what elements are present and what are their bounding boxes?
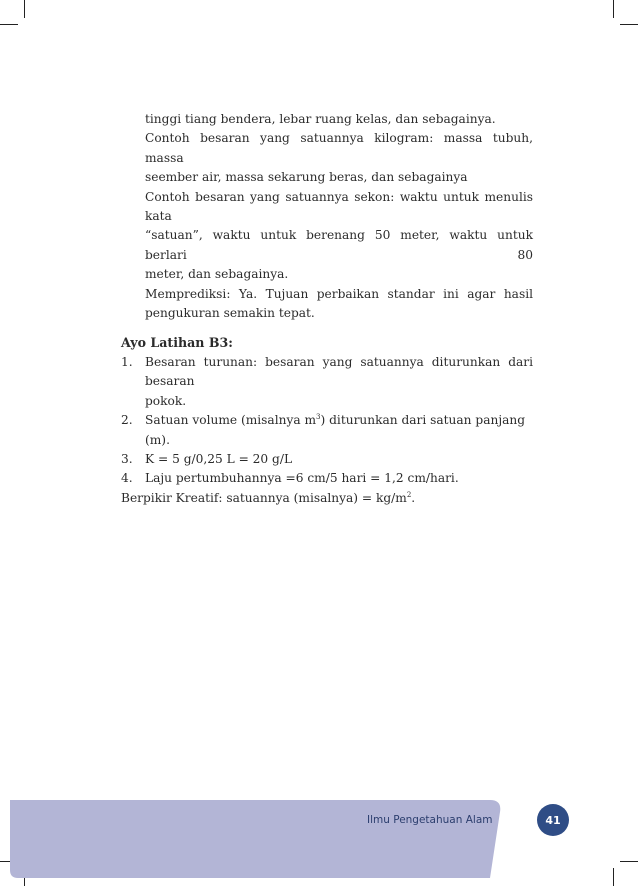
item-number: 3. — [121, 451, 133, 466]
text-line: pengukuran semakin tepat. — [145, 306, 315, 321]
item-text: pokok. — [145, 393, 187, 408]
text-line: tinggi tiang bendera, lebar ruang kelas, dan sebagainya. — [145, 112, 496, 126]
page-number: 41 — [545, 813, 561, 827]
page-number-badge — [537, 804, 569, 836]
text-line: “satuan”, waktu untuk berenang 50 meter, waktu untuk berlari 80 — [145, 228, 533, 262]
item-number: 2. — [121, 413, 133, 428]
item-text: K = 5 g/0,25 L = 20 g/L — [145, 451, 293, 466]
text-line: Contoh besaran yang satuannya kilogram: massa tubuh, massa — [145, 131, 533, 165]
text-line: meter, dan sebagainya. — [145, 267, 289, 282]
section-heading: Ayo Latihan B3: — [121, 335, 233, 351]
creative-text: . — [411, 490, 416, 505]
superscript: 3 — [316, 413, 321, 422]
text-line: Memprediksi: Ya. Tujuan perbaikan standar ini agar hasil — [145, 286, 533, 301]
item-text: Laju pertumbuhannya =6 cm/5 hari = 1,2 cm/hari. — [145, 471, 459, 486]
text-line: Contoh besaran yang satuannya sekon: waktu untuk menulis kata — [145, 189, 533, 224]
item-text: ) diturunkan dari satuan panjang (m). — [145, 413, 526, 447]
item-text: Besaran turunan: besaran yang satuannya diturunkan dari besaran — [145, 354, 533, 389]
superscript: 2 — [406, 490, 412, 499]
item-number: 1. — [121, 354, 133, 369]
book-title: Ilmu Pengetahuan Alam — [367, 814, 493, 826]
item-text: Satuan volume (misalnya m — [145, 413, 317, 428]
item-number: 4. — [121, 471, 133, 486]
creative-text: Berpikir Kreatif: satuannya (misalnya) = kg/m — [121, 490, 407, 505]
text-line: seember air, massa sekarung beras, dan sebagainya — [145, 170, 468, 185]
